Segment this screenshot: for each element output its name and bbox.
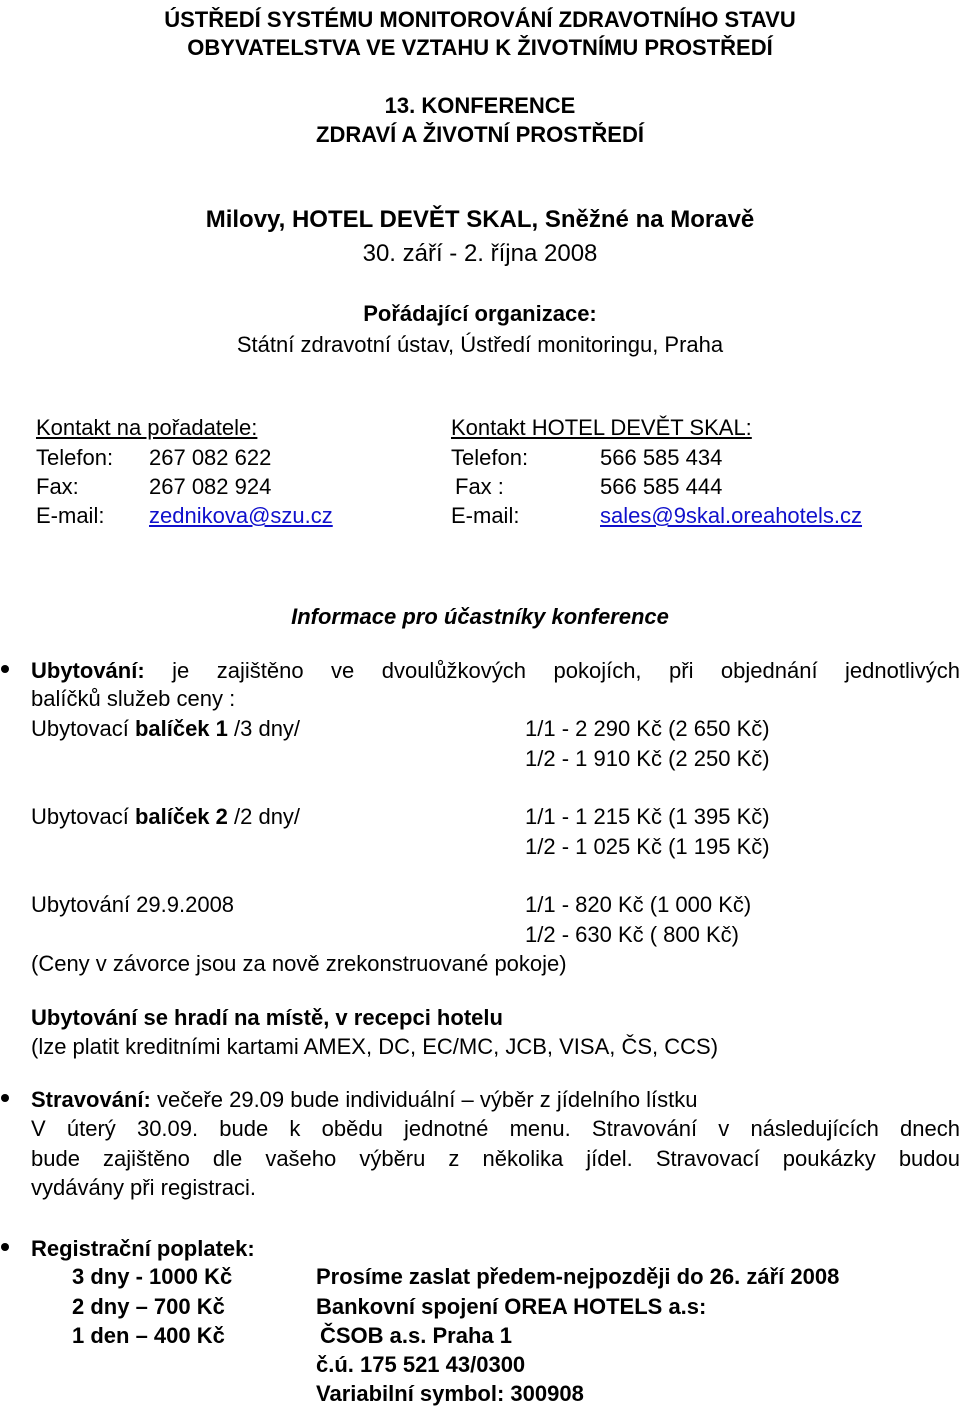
night-label: Ubytování 29.9.2008 (31, 892, 235, 917)
payment-cards: (lze platit kreditními kartami AMEX, DC, EC/MC, JCB, VISA, ČS, CCS) (31, 1034, 719, 1059)
package1-label: Ubytovací balíček 1 /3 dny/ (31, 716, 301, 741)
conference-number: 13. KONFERENCE (384, 93, 576, 118)
package2-price-double: 1/2 - 1 025 Kč (1 195 Kč) (525, 834, 770, 859)
hotel-contact-title: Kontakt HOTEL DEVĚT SKAL: (451, 415, 752, 440)
package2-price-single: 1/1 - 1 215 Kč (1 395 Kč) (525, 804, 770, 829)
fee-3-days: 3 dny - 1000 Kč (72, 1264, 233, 1289)
bullet-registration (1, 1243, 9, 1251)
night-price-double: 1/2 - 630 Kč ( 800 Kč) (525, 922, 739, 947)
package2-label: Ubytovací balíček 2 /2 dny/ (31, 804, 301, 829)
meals-line3: bude zajištěno dle vašeho výběru z několika jídel. Stravovací poukázky budou (31, 1146, 960, 1171)
hotel-phone: 566 585 434 (600, 445, 723, 470)
bank-name: ČSOB a.s. Praha 1 (320, 1323, 512, 1348)
accommodation-intro (31, 660, 960, 682)
price-note: (Ceny v závorce jsou za nově zrekonstruované pokoje) (31, 951, 567, 976)
organizer-email-label: E-mail: (36, 503, 105, 528)
hotel-phone-label: Telefon: (451, 445, 529, 470)
organizer-phone-label: Telefon: (36, 445, 114, 470)
organizer-fax: 267 082 924 (149, 474, 272, 499)
package1-price-double: 1/2 - 1 910 Kč (2 250 Kč) (525, 746, 770, 771)
hotel-fax-label: Fax : (455, 474, 504, 499)
conference-title: ZDRAVÍ A ŽIVOTNÍ PROSTŘEDÍ (316, 122, 644, 147)
bullet-meals (1, 1094, 9, 1102)
variable-symbol: Variabilní symbol: 300908 (316, 1381, 584, 1406)
organizer-email-link[interactable]: zednikova@szu.cz (149, 503, 333, 528)
organizer-label: Pořádající organizace: (363, 301, 597, 326)
fee-2-days: 2 dny – 700 Kč (72, 1294, 225, 1319)
organizer: Státní zdravotní ústav, Ústředí monitoringu, Praha (236, 332, 724, 357)
meals-line1: Stravování: večeře 29.09 bude individuální – výběr z jídelního lístku (31, 1087, 698, 1112)
meals-line4: vydávány při registraci. (31, 1175, 256, 1200)
night-price-single: 1/1 - 820 Kč (1 000 Kč) (525, 892, 752, 917)
account-number: č.ú. 175 521 43/0300 (316, 1352, 526, 1377)
organizer-contact-title: Kontakt na pořadatele: (36, 415, 258, 440)
registration-deadline: Prosíme zaslat předem-nejpozději do 26. září 2008 (316, 1264, 840, 1289)
accommodation-intro-line2: balíčků služeb ceny : (31, 686, 236, 711)
organizer-phone: 267 082 622 (149, 445, 272, 470)
accommodation-label: Ubytování: (31, 658, 145, 683)
package1-price-single: 1/1 - 2 290 Kč (2 650 Kč) (525, 716, 770, 741)
meals-line2: V úterý 30.09. bude k obědu jednotné menu. Stravování v následujících dnech (31, 1116, 960, 1141)
bullet-accommodation (1, 665, 9, 673)
org-title-line2: OBYVATELSTVA VE VZTAHU K ŽIVOTNÍMU PROSTŘEDÍ (187, 35, 773, 60)
hotel-email-link[interactable]: sales@9skal.oreahotels.cz (600, 503, 863, 528)
fee-1-day: 1 den – 400 Kč (72, 1323, 225, 1348)
venue: Milovy, HOTEL DEVĚT SKAL, Sněžné na Moravě (205, 206, 755, 233)
hotel-fax: 566 585 444 (600, 474, 723, 499)
registration-label: Registrační poplatek: (31, 1236, 255, 1261)
conference-dates: 30. září - 2. října 2008 (362, 240, 598, 267)
accommodation-intro-text: je zajištěno ve dvoulůžkových pokojích, při objednání jednotlivých (172, 658, 960, 683)
organizer-fax-label: Fax: (36, 474, 79, 499)
org-title-line1: ÚSTŘEDÍ SYSTÉMU MONITOROVÁNÍ ZDRAVOTNÍHO STAVU (164, 7, 796, 32)
hotel-email-label: E-mail: (451, 503, 520, 528)
bank-connection: Bankovní spojení OREA HOTELS a.s: (316, 1294, 707, 1319)
payment-note: Ubytování se hradí na místě, v recepci hotelu (31, 1005, 503, 1030)
info-title: Informace pro účastníky konference (291, 604, 669, 629)
